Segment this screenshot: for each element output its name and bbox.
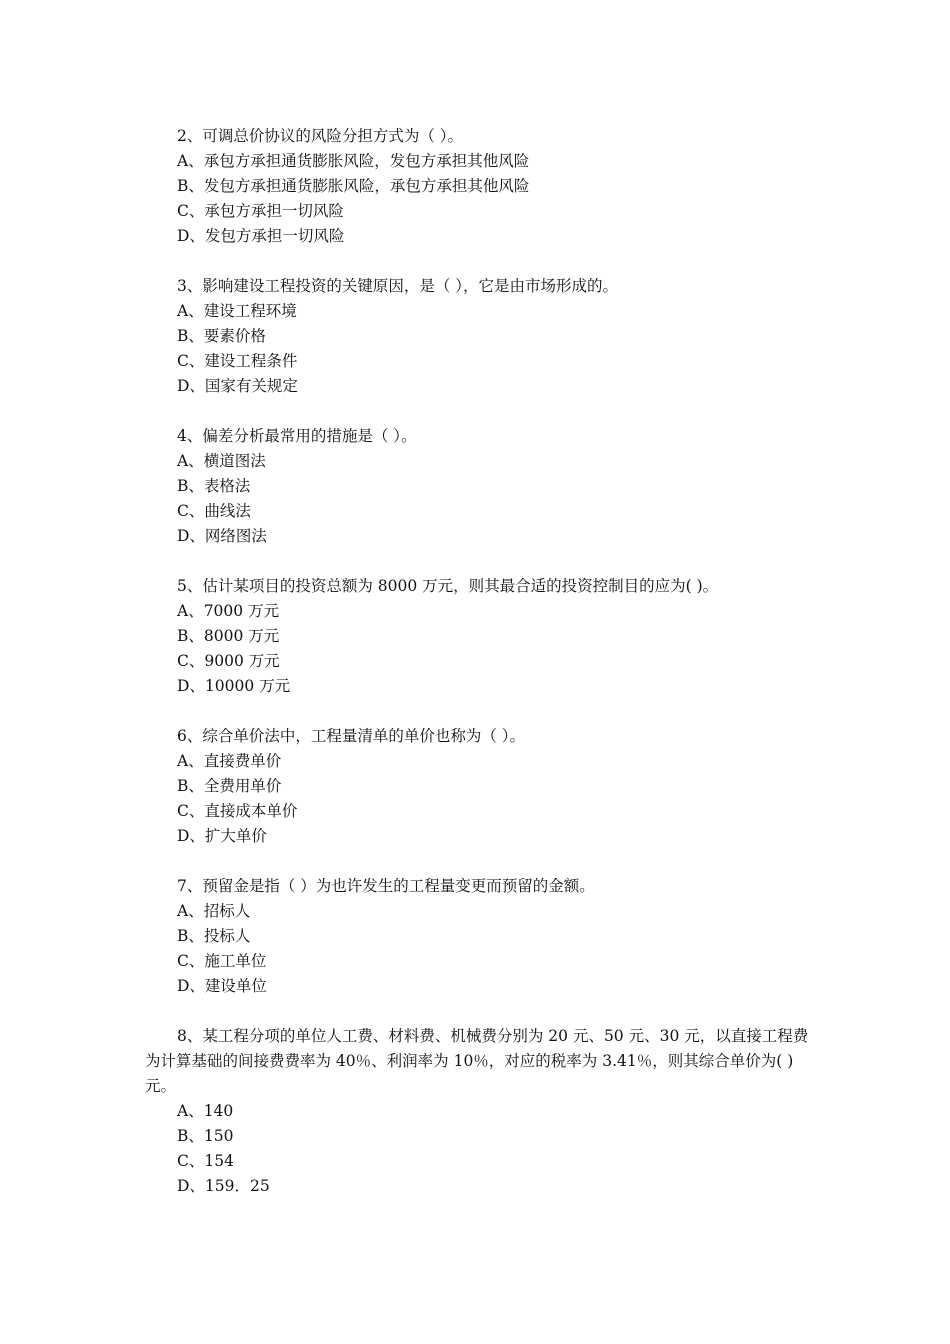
option-c: C、施工单位: [177, 952, 267, 970]
option-b: B、发包方承担通货膨胀风险，承包方承担其他风险: [177, 177, 530, 195]
question-8: [145, 1024, 810, 1199]
option-b: B、8000 万元: [177, 627, 280, 645]
option-c: C、曲线法: [177, 502, 251, 520]
question-stem: 8、某工程分项的单位人工费、材料费、机械费分别为 20 元、50 元、30 元，以直接工程费为计算基础的间接费费率为 40％、利润率为 10％，对应的税率为 3.41％，则其综合单价为( )元。: [145, 1027, 809, 1095]
option-d: D、网络图法: [177, 527, 267, 545]
option-d: D、发包方承担一切风险: [177, 227, 345, 245]
option-a: A、7000 万元: [177, 602, 280, 620]
question-stem: 5、估计某项目的投资总额为 8000 万元，则其最合适的投资控制目的应为( )。: [177, 577, 719, 595]
option-a: A、招标人: [177, 902, 251, 920]
option-a: A、140: [177, 1102, 234, 1120]
question-stem: 6、综合单价法中，工程量清单的单价也称为（ ）。: [177, 727, 526, 745]
question-6: [145, 724, 810, 849]
question-3: [145, 274, 810, 399]
option-b: B、全费用单价: [177, 777, 282, 795]
option-b: B、投标人: [177, 927, 251, 945]
question-2: [145, 124, 810, 249]
option-d: D、建设单位: [177, 977, 267, 995]
question-stem: 3、影响建设工程投资的关键原因，是（ ），它是由市场形成的。: [177, 277, 619, 295]
option-c: C、9000 万元: [177, 652, 280, 670]
question-4: [145, 424, 810, 549]
option-c: C、直接成本单价: [177, 802, 298, 820]
question-stem: 4、偏差分析最常用的措施是（ ）。: [177, 427, 417, 445]
option-d: D、159．25: [177, 1177, 270, 1195]
question-stem: 2、可调总价协议的风险分担方式为（ ）。: [177, 127, 464, 145]
option-d: D、10000 万元: [177, 677, 291, 695]
option-b: B、表格法: [177, 477, 251, 495]
question-stem: 7、预留金是指（ ）为也许发生的工程量变更而预留的金额。: [177, 877, 595, 895]
option-a: A、横道图法: [177, 452, 266, 470]
option-c: C、承包方承担一切风险: [177, 202, 344, 220]
option-c: C、154: [177, 1152, 234, 1170]
option-a: A、承包方承担通货膨胀风险，发包方承担其他风险: [177, 152, 530, 170]
question-list: [145, 124, 810, 1224]
option-c: C、建设工程条件: [177, 352, 298, 370]
option-a: A、直接费单价: [177, 752, 282, 770]
question-5: [145, 574, 810, 699]
option-b: B、要素价格: [177, 327, 266, 345]
option-d: D、国家有关规定: [177, 377, 298, 395]
option-d: D、扩大单价: [177, 827, 267, 845]
option-b: B、150: [177, 1127, 234, 1145]
option-a: A、建设工程环境: [177, 302, 297, 320]
question-7: [145, 874, 810, 999]
